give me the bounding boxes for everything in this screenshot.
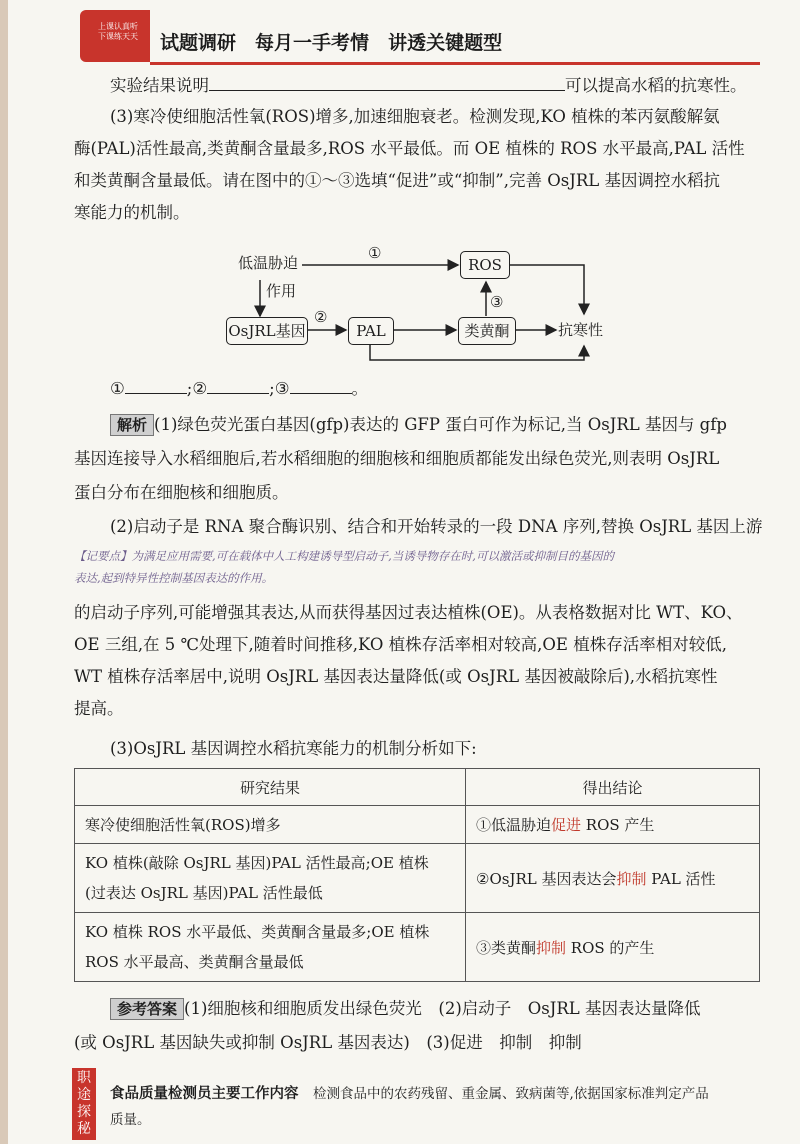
- table-header-conclusion: 得出结论: [466, 769, 760, 806]
- flavonoid-box: 类黄酮: [458, 317, 516, 345]
- page-edge: [0, 0, 8, 1144]
- blank-2[interactable]: [207, 373, 269, 394]
- logo-text: 上课认真听 下课练天天: [98, 22, 138, 41]
- cell-text: ①低温胁迫: [476, 816, 552, 834]
- table-header-row: [75, 769, 760, 806]
- footer-line-1: [110, 1082, 709, 1103]
- question-2-tail: [110, 70, 747, 101]
- page-header: [160, 28, 502, 55]
- analysis-p2-line-5: 提高。: [74, 699, 124, 718]
- table-cell-conclusion: [466, 913, 760, 982]
- header-subtitle-2: 讲透关键题型: [388, 32, 503, 54]
- header-divider: [150, 62, 760, 65]
- blank-label-1: ①: [110, 379, 125, 398]
- q3-line-4: 寒能力的机制。: [74, 203, 190, 222]
- table-row: [75, 913, 760, 982]
- effect-label: 作用: [266, 282, 297, 300]
- cell-text: ROS 的产生: [566, 938, 655, 957]
- analysis-p1-line-1: [110, 410, 727, 440]
- blank-3[interactable]: [290, 373, 352, 394]
- analysis-p2-line-4: WT 植株存活率居中,说明 OsJRL 基因表达量降低(或 OsJRL 基因被敲除后),水稻抗寒性: [74, 667, 718, 686]
- table-cell-result: [75, 913, 466, 982]
- footer-tag: 职途探秘: [72, 1068, 96, 1140]
- header-subtitle-1: 每月一手考情: [255, 32, 370, 54]
- blank-label-2: ;②: [186, 379, 208, 398]
- cell-text: ②OsJRL 基因表达会: [476, 869, 617, 888]
- reference-answer-line-1: [110, 994, 701, 1024]
- table-cell-result: [75, 844, 466, 913]
- footer-title: 食品质量检测员主要工作内容: [110, 1086, 299, 1102]
- cell-highlight: 抑制: [536, 938, 567, 957]
- table-cell-conclusion: [466, 844, 760, 913]
- marker-3: ③: [490, 293, 504, 311]
- q2-suffix: 可以提高水稻的抗寒性。: [565, 76, 747, 95]
- cold-resistance-label: 抗寒性: [558, 321, 604, 339]
- analysis-p1-line-2: 基因连接导入水稻细胞后,若水稻细胞的细胞核和细胞质都能发出绿色荧光,则表明 OsJRL: [74, 449, 720, 468]
- cell-highlight: 促进: [551, 816, 582, 834]
- analysis-p2-line-1: (2)启动子是 RNA 聚合酶识别、结合和开始转录的一段 DNA 序列,替换 OsJRL 基因上游: [110, 517, 763, 536]
- table-row: [75, 844, 760, 913]
- reference-text-1: (1)细胞核和细胞质发出绿色荧光 (2)启动子 OsJRL 基因表达量降低: [184, 999, 701, 1018]
- stress-label: 低温胁迫: [238, 254, 299, 272]
- ros-box: ROS: [460, 251, 510, 279]
- diagram-answer-blanks: [110, 373, 368, 404]
- analysis-p1-line-3: 蛋白分布在细胞核和细胞质。: [74, 483, 289, 502]
- cell-text: (过表达 OsJRL 基因)PAL 活性最低: [85, 884, 323, 902]
- marker-2: ②: [314, 308, 328, 326]
- q3-line-2: 酶(PAL)活性最高,类黄酮含量最多,ROS 水平最低。而 OE 植株的 ROS 水平最高,PAL 活性: [74, 139, 745, 158]
- footer-desc-2: 质量。: [110, 1112, 151, 1128]
- margin-note-2: 表达,起到特异性控制基因表达的作用。: [74, 571, 274, 585]
- analysis-p2-line-3: OE 三组,在 5 ℃处理下,随着时间推移,KO 植株存活率相对较高,OE 植株存活率相对较低,: [74, 635, 727, 654]
- results-table: [74, 768, 760, 982]
- mechanism-diagram: [220, 238, 640, 368]
- q2-prefix: 实验结果说明: [110, 76, 209, 95]
- analysis-p3: (3)OsJRL 基因调控水稻抗寒能力的机制分析如下:: [110, 739, 477, 758]
- blank-1[interactable]: [125, 373, 187, 394]
- marker-1: ①: [368, 244, 382, 262]
- table-cell-conclusion: [466, 806, 760, 844]
- blank-label-3: ;③: [269, 379, 290, 398]
- q3-line-3: 和类黄酮含量最低。请在图中的①～③选填“促进”或“抑制”,完善 OsJRL 基因调控水稻抗: [74, 171, 720, 190]
- cell-text: ③类黄酮: [476, 938, 537, 957]
- header-title: 试题调研: [160, 32, 237, 54]
- reference-answer-line-2: (或 OsJRL 基因缺失或抑制 OsJRL 基因表达) (3)促进 抑制 抑制: [74, 1033, 582, 1052]
- table-row: [75, 806, 760, 844]
- cell-highlight: 抑制: [616, 869, 647, 888]
- gene-box: OsJRL基因: [226, 317, 308, 345]
- cell-text: KO 植株 ROS 水平最低、类黄酮含量最多;OE 植株: [85, 923, 430, 941]
- cell-text: ROS 水平最高、类黄酮含量最低: [85, 953, 304, 971]
- reference-tag: 参考答案: [110, 998, 184, 1020]
- blank-end: 。: [351, 379, 369, 398]
- analysis-p2-line-2: 的启动子序列,可能增强其表达,从而获得基因过表达植株(OE)。从表格数据对比 WT、KO、: [74, 603, 743, 622]
- margin-note-1: 【记要点】为满足应用需要,可在载体中人工构建诱导型启动子,当诱导物存在时,可以激活或抑制目的基因的: [74, 549, 614, 563]
- q3-line-1: (3)寒冷使细胞活性氧(ROS)增多,加速细胞衰老。检测发现,KO 植株的苯丙氨酸解氨: [110, 107, 720, 126]
- cell-text: 寒冷使细胞活性氧(ROS)增多: [85, 816, 281, 834]
- analysis-p1-text-1: (1)绿色荧光蛋白基因(gfp)表达的 GFP 蛋白可作为标记,当 OsJRL 基因与 gfp: [154, 415, 727, 434]
- table-cell-result: [75, 806, 466, 844]
- footer-desc-1: 检测食品中的农药残留、重金属、致病菌等,依据国家标准判定产品: [313, 1086, 709, 1102]
- answer-blank[interactable]: [209, 70, 565, 91]
- cell-text: ROS 产生: [581, 816, 655, 834]
- pal-box: PAL: [348, 317, 394, 345]
- table-header-result: 研究结果: [75, 769, 466, 806]
- cell-text: PAL 活性: [646, 869, 716, 888]
- cell-text: KO 植株(敲除 OsJRL 基因)PAL 活性最高;OE 植株: [85, 854, 429, 872]
- analysis-tag: 解析: [110, 414, 154, 436]
